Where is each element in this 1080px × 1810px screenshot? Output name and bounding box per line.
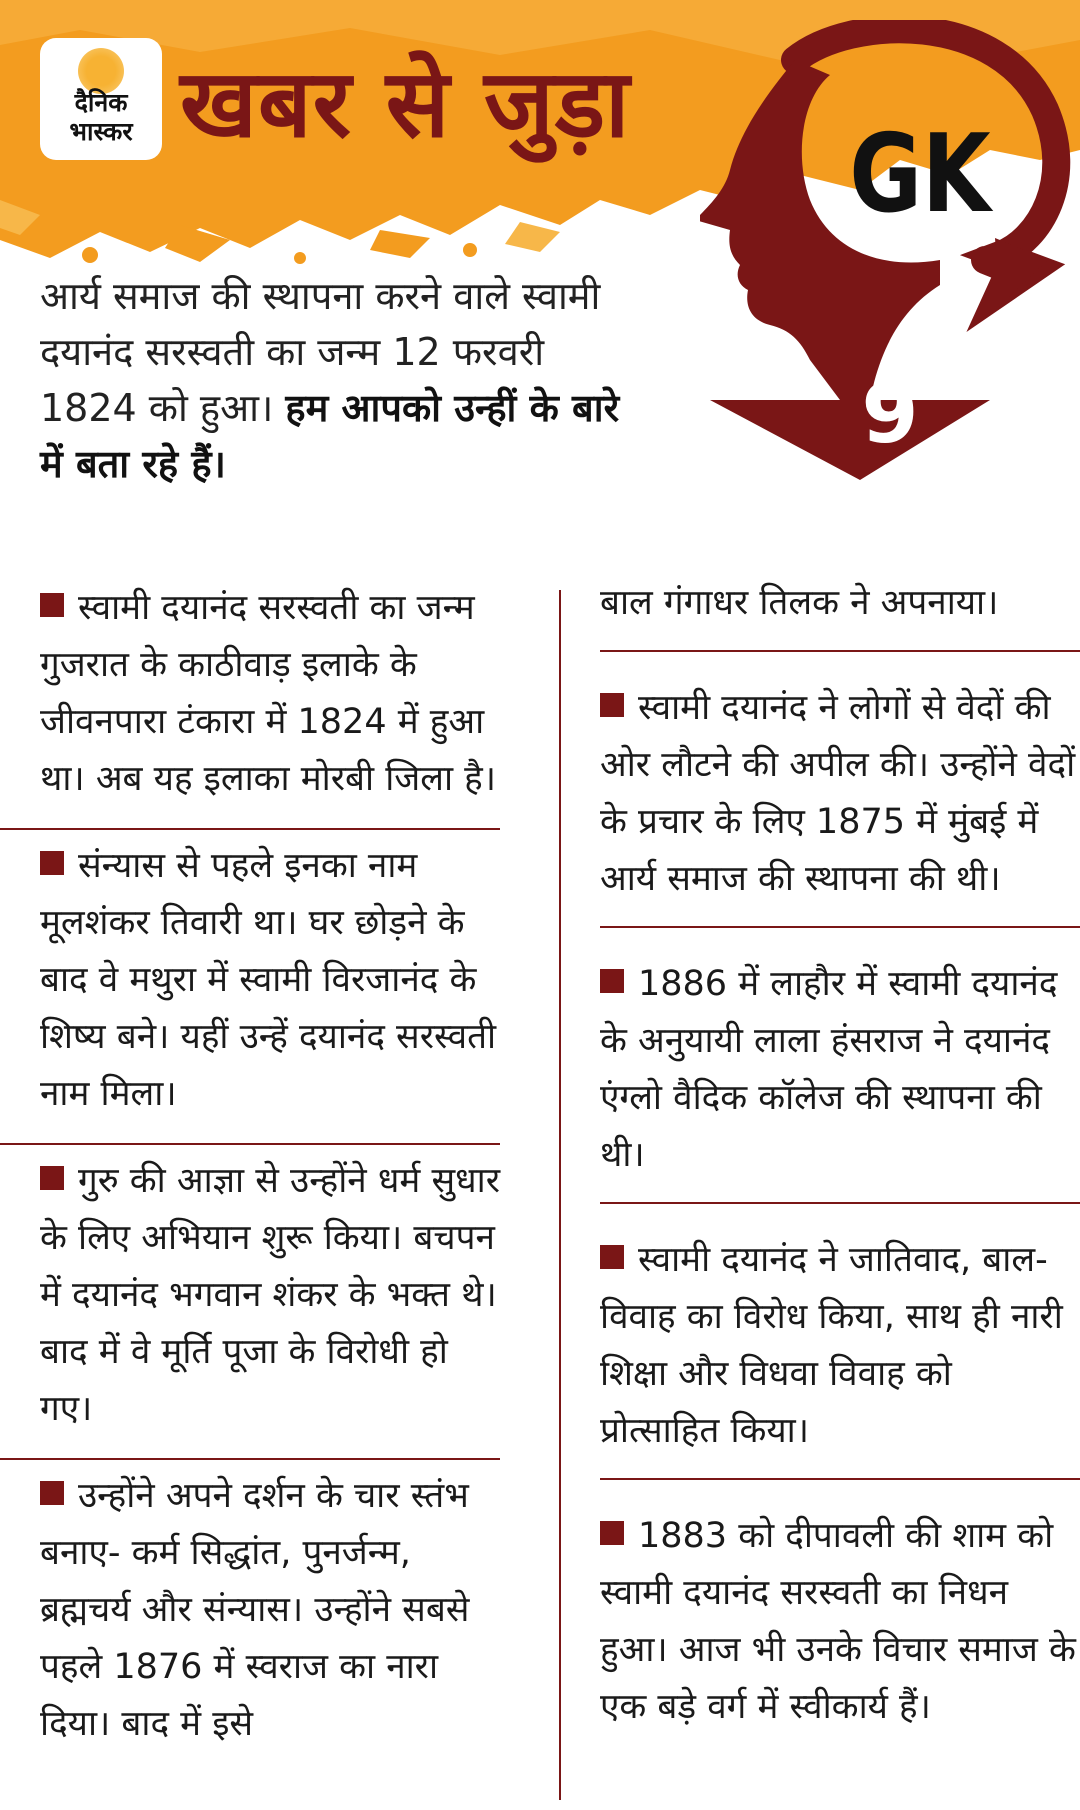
square-bullet-icon [600,969,624,993]
fact-item: उन्होंने अपने दर्शन के चार स्तंभ बनाए- कर्म सिद्धांत, पुनर्जन्म, ब्रह्मचर्य और संन्यास। उन्होंने सबसे पहले 1876 में स्वराज का नारा दिया। बाद में इसे [40,1476,470,1744]
page-title: खबर से जुड़ा [180,50,631,159]
fact-item: 1883 को दीपावली की शाम को स्वामी दयानंद सरस्वती का निधन हुआ। आज भी उनके विचार समाज के एक बड़े वर्ग में स्वीकार्य हैं। [600,1516,1076,1727]
logo-text: दैनिक भास्कर [69,88,133,146]
column-divider [559,590,561,1800]
fact-item: स्वामी दयानंद ने लोगों से वेदों की ओर लौटने की अपील की। उन्होंने वेदों के प्रचार के लिए 1875 में मुंबई में आर्य समाज की स्थापना की थी। [600,670,1080,928]
intro-bold-text: हम आपको उन्हीं के बारे में बता रहे हैं। [40,386,620,486]
fact-item: स्वामी दयानंद ने जातिवाद, बाल-विवाह का विरोध किया, साथ ही नारी शिक्षा और विधवा विवाह को प्रोत्साहित किया। [600,1222,1080,1480]
gk-badge: GK [849,112,991,237]
square-bullet-icon [600,693,624,717]
square-bullet-icon [40,593,64,617]
fact-item: गुरु की आज्ञा से उन्होंने धर्म सुधार के लिए अभियान शुरू किया। बचपन में दयानंद भगवान शंकर के भक्त थे। बाद में वे मूर्ति पूजा के विरोधी हो गए। [0,1145,500,1460]
fact-continuation: बाल गंगाधर तिलक ने अपनाया। [600,575,1080,652]
square-bullet-icon [600,1521,624,1545]
square-bullet-icon [40,1481,64,1505]
left-column [0,572,500,1773]
square-bullet-icon [40,1166,64,1190]
issue-number: 9 [861,367,919,462]
fact-item: संन्यास से पहले इनका नाम मूलशंकर तिवारी था। घर छोड़ने के बाद वे मथुरा में स्वामी विरजानंद के शिष्य बने। यहीं उन्हें दयानंद सरस्वती नाम मिला। [0,830,500,1145]
intro-text: आर्य समाज की स्थापना करने वाले स्वामी दयानंद सरस्वती का जन्म 12 फरवरी 1824 को हुआ। [40,274,601,430]
intro-paragraph [40,268,640,492]
fact-item: 1886 में लाहौर में स्वामी दयानंद के अनुयायी लाला हंसराज ने दयानंद एंग्लो वैदिक कॉलेज की स्थापना की थी। [600,946,1080,1204]
right-column [600,575,1080,1772]
head-profile-icon [700,20,1080,540]
fact-item: स्वामी दयानंद सरस्वती का जन्म गुजरात के काठीवाड़ इलाके के जीवनपारा टंकारा में 1824 में हुआ था। अब यह इलाका मोरबी जिला है। [0,572,500,830]
square-bullet-icon [40,851,64,875]
dainik-bhaskar-logo [40,38,162,160]
square-bullet-icon [600,1245,624,1269]
